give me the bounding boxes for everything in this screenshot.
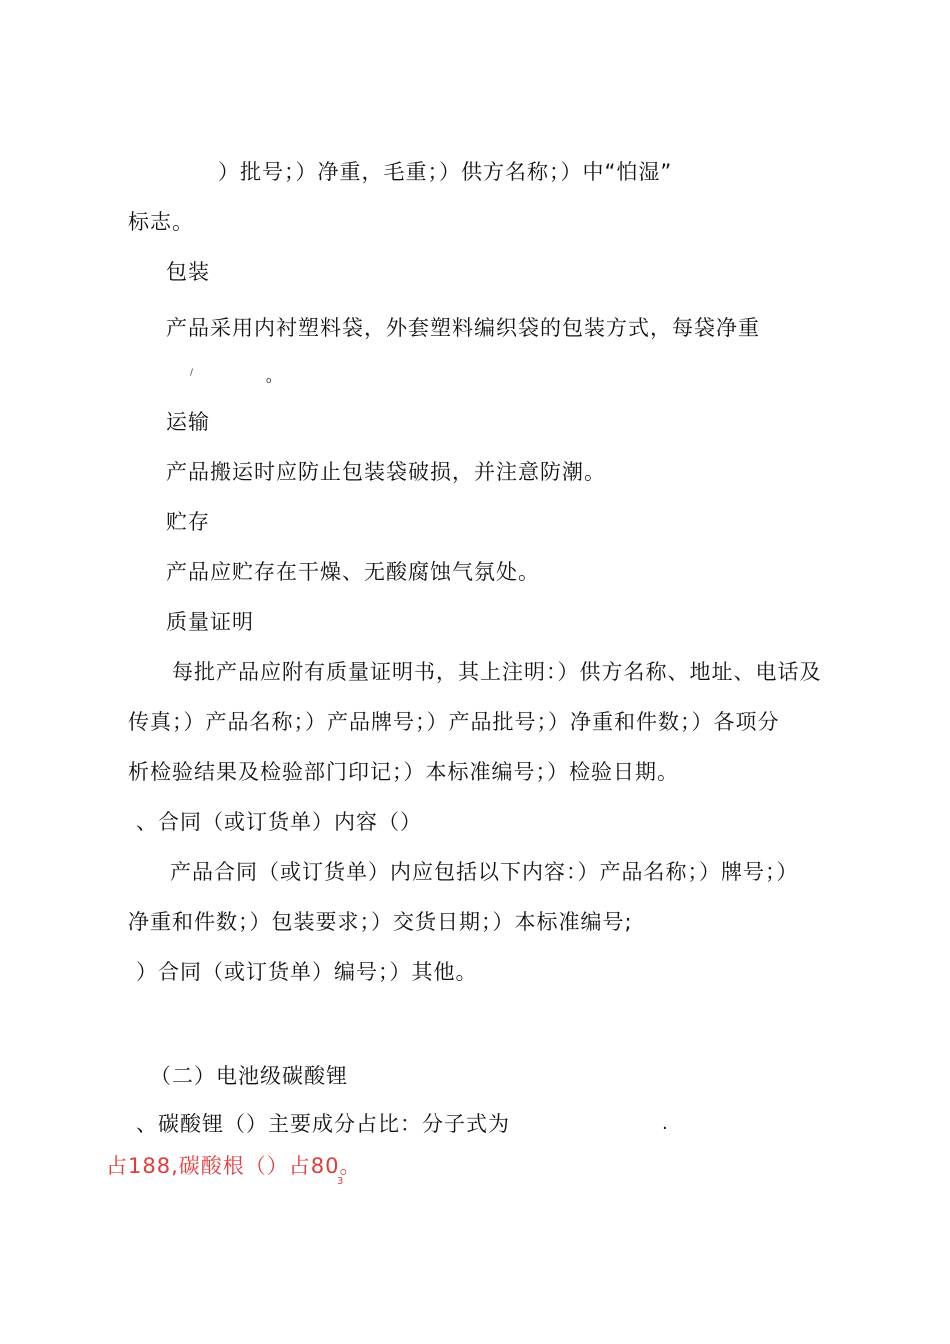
text-line-contract-2: 净重和件数；）包装要求；）交货日期；）本标准编号; — [128, 910, 633, 934]
heading-contract-contents: 、合同（或订货单）内容（） — [136, 810, 422, 834]
subscript-three: 3 — [337, 1176, 344, 1187]
text-line-packaging-method: 产品采用内衬塑料袋，外套塑料编织袋的包装方式，每袋净重 — [166, 316, 760, 340]
text-line-mark-end: 标志。 — [128, 210, 194, 234]
text-line-batch-weight-supplier: ）批号；）净重，毛重；）供方名称；）中“怕湿” — [218, 160, 673, 184]
text-line-storage: 产品应贮存在干燥、无酸腐蚀气氛处。 — [166, 560, 540, 584]
text-line-proportion-red: 占188,碳酸根（）占80。 — [106, 1154, 362, 1178]
trailing-period: . — [662, 1113, 668, 1134]
stray-mark-o: o — [266, 376, 272, 386]
heading-storage: 贮存 — [166, 510, 210, 534]
text-line-certificate-1: 每批产品应附有质量证明书，其上注明：）供方名称、地址、电话及 — [172, 660, 822, 684]
heading-packaging: 包装 — [166, 260, 210, 284]
stray-mark-slash: / — [190, 368, 194, 378]
heading-transport: 运输 — [166, 410, 210, 434]
text-line-contract-3: ）合同（或订货单）编号；）其他。 — [136, 960, 478, 984]
heading-battery-grade-lithium-carbonate: （二）电池级碳酸锂 — [150, 1064, 348, 1088]
heading-quality-certificate: 质量证明 — [166, 610, 254, 634]
text-line-contract-1: 产品合同（或订货单）内应包括以下内容：）产品名称；）牌号；） — [170, 860, 799, 884]
text-line-certificate-3: 析检验结果及检验部门印记；）本标准编号；）检验日期。 — [128, 760, 679, 784]
text-line-transport: 产品搬运时应防止包装袋破损，并注意防潮。 — [166, 460, 606, 484]
text-line-certificate-2: 传真；）产品名称；）产品牌号；）产品批号；）净重和件数；）各项分 — [128, 710, 780, 734]
text-line-main-component: 、碳酸锂（）主要成分占比：分子式为 — [136, 1112, 510, 1136]
